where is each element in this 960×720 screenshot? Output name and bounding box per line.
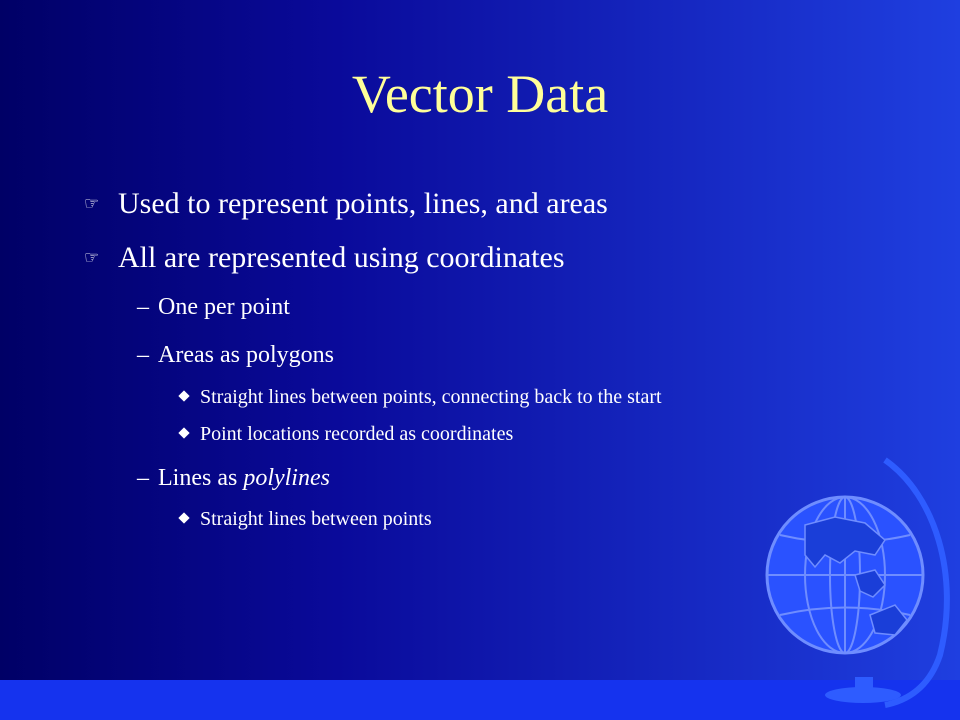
diamond-icon: [178, 390, 189, 401]
sub-item-text: One per point: [158, 294, 290, 320]
sub-sub-item-text: Straight lines between points: [200, 508, 432, 530]
bullet-item: [84, 186, 608, 222]
sub-sub-item-text: Point locations recorded as coordinates: [200, 423, 514, 445]
bullet-text: Used to represent points, lines, and areas: [118, 187, 608, 220]
sub-sub-item-text: Straight lines between points, connecting back to the start: [200, 386, 662, 408]
dash-marker: –: [137, 294, 149, 320]
sub-sub-item: [180, 506, 432, 532]
dash-marker: –: [137, 465, 149, 491]
sub-item-text: Lines as: [158, 465, 244, 491]
pointing-hand-icon: ☞: [84, 194, 100, 213]
sub-item: [128, 292, 290, 322]
slide-title: Vector Data: [351, 64, 609, 124]
diamond-icon: [178, 512, 189, 523]
sub-item-text: Areas as polygons: [158, 342, 334, 368]
sub-item-emphasis: polylines: [243, 465, 330, 491]
dash-marker: –: [137, 342, 149, 368]
bullet-text: All are represented using coordinates: [118, 241, 565, 274]
sub-item: [128, 340, 334, 370]
globe-icon: [735, 455, 960, 720]
diamond-icon: [178, 427, 189, 438]
pointing-hand-icon: ☞: [84, 248, 100, 267]
sub-sub-item: [180, 421, 513, 447]
bullet-item: [84, 240, 565, 276]
sub-item: [128, 463, 330, 493]
sub-sub-item: [180, 384, 662, 410]
